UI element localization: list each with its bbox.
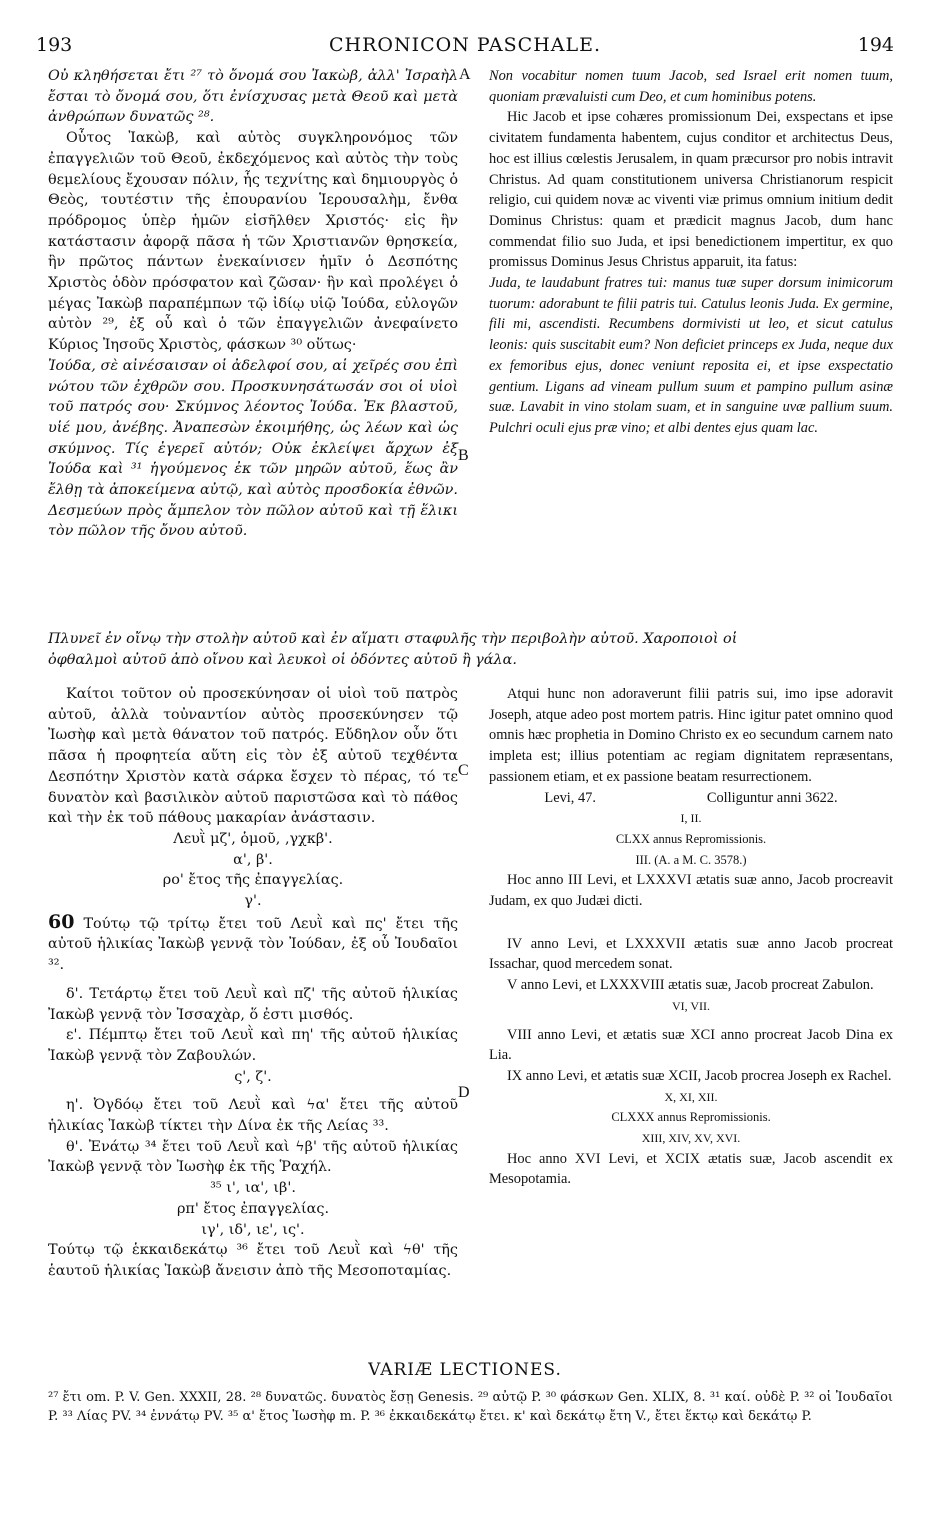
- greek-paragraph: θ'. Ἐνάτῳ ³⁴ ἔτει τοῦ Λευῒ καὶ ϟβ' τῆς αὐτοῦ ἡλικίας Ἰακὼβ γεννᾷ τὸν Ἰωσὴφ ἐκ τῆς Ῥαχήλ.: [48, 1138, 458, 1176]
- year-heading: ς', ζ'.: [234, 1068, 272, 1085]
- year-heading: Λευῒ μζ', ὁμοῦ, ,γχκβ'.: [173, 830, 333, 847]
- years-total: Colliguntur anni 3622.: [706, 789, 838, 806]
- section-number: 60: [48, 910, 75, 933]
- margin-marker-d: D: [458, 1084, 470, 1101]
- margin-marker-c: C: [458, 762, 469, 779]
- spanning-line-1: Πλυνεῖ ἐν οἴνῳ τὴν στολὴν αὐτοῦ καὶ ἐν αἵματι σταφυλῆς τὴν περιβολὴν αὐτοῦ. Χαροποιοὶ οἱ: [48, 631, 738, 647]
- greek-paragraph: ε'. Πέμπτῳ ἔτει τοῦ Λευῒ καὶ πη' τῆς αὐτοῦ ἡλικίας Ἰακὼβ γεννᾷ τὸν Ζαβουλών.: [48, 1027, 458, 1064]
- latin-paragraph: Hic Jacob et ipse cohæres promissionum Dei, exspectans et ipse civitatem fundamenta habentem, cujus conditor et architectus Deus, hoc est illius cœlestis Jerusalem, in quam præcursor pro nobis intravit Christus. Ad quam constitutionem universa Christianorum respicit religio, cui quidem novæ ac viventi viæ primus omnium initium dedit Dominus Christus: quam et prædicit magnus Jacob, dum hanc commendat filio suo Juda, et ipsi benedictionem impertitur, ex quo promissus Dominus Jesus Christus apparuit, ita fatus:: [489, 109, 893, 271]
- year-heading: X, XI, XII.: [664, 1089, 718, 1104]
- year-heading: γ'.: [244, 893, 262, 910]
- year-heading: I, II.: [680, 811, 702, 826]
- latin-paragraph: V anno Levi, et LXXXVIII ætatis suæ, Jacob procreat Zabulon.: [507, 977, 874, 994]
- margin-marker-a: A: [459, 66, 471, 83]
- greek-paragraph: [48, 912, 458, 976]
- greek-paragraph: Οὐ κληθήσεται ἔτι ²⁷ τὸ ὄνομά σου Ἰακὼβ, ἀλλ' Ἰσραὴλ ἔσται τὸ ὄνομά σου, ὅτι ἐνίσχυσας μετὰ Θεοῦ καὶ μετὰ ἀνθρώπων δυνατῶς ²⁸.: [48, 68, 458, 126]
- levi-label: Levi, 47.: [544, 789, 596, 806]
- year-heading: III. (A. a M. C. 3578.): [635, 852, 747, 867]
- margin-marker-b: B: [458, 447, 469, 464]
- latin-paragraph: Hoc anno XVI Levi, et XCIX ætatis suæ, Jacob ascendit ex Mesopotamia.: [489, 1150, 893, 1188]
- running-title: CHRONICON PASCHALE.: [328, 34, 602, 56]
- year-heading: CLXXX annus Repromissionis.: [611, 1110, 771, 1125]
- year-heading: α', β'.: [233, 851, 273, 868]
- greek-text: Τούτῳ τῷ τρίτῳ ἔτει τοῦ Λευῒ καὶ πς' ἔτει τῆς αὐτοῦ ἡλικίας Ἰακὼβ γεννᾷ τὸν Ἰούδαν, ἐξ οὗ Ἰουδαῖοι ³².: [48, 915, 458, 974]
- latin-paragraph: Non vocabitur nomen tuum Jacob, sed Israel erit nomen tuum, quoniam prævaluisti cum Deo, et cum hominibus potens.: [489, 68, 893, 105]
- year-heading: ρο' ἔτος τῆς ἐπαγγελίας.: [162, 872, 344, 889]
- running-header: [36, 34, 894, 60]
- latin-quotation: Juda, te laudabunt fratres tui: manus tuæ super dorsum inimicorum tuorum: adorabunt te filii patris tui. Catulus leonis Juda. Ex germine, fili mi, ascendisti. Recumbens dormivisti ut leo, et sicut catulus leonis: quis suscitabit eum? Non deficiet princeps ex Juda, neque dux ex femoribus ejus, donec veniunt reposita ei, et ipse exspectatio gentium. Ligans ad vineam pullum suum et pampino pullum asinæ suæ. Lavabit in vino stolam suam, et in sanguine uvæ pallium suum. Pulchri oculi ejus præ vino; et albi dentes ejus quam lac.: [489, 275, 893, 436]
- latin-column-top: [489, 66, 893, 439]
- year-heading: XIII, XIV, XV, XVI.: [641, 1131, 741, 1146]
- year-heading: [489, 788, 893, 809]
- latin-paragraph: IV anno Levi, et LXXXVII ætatis suæ anno Jacob procreat Issachar, quod mercedem sonat.: [489, 935, 893, 973]
- latin-paragraph: IX anno Levi, et ætatis suæ XCII, Jacob procrea Joseph ex Rachel.: [507, 1067, 892, 1084]
- year-heading: ³⁵ ι', ια', ιβ'.: [210, 1180, 296, 1197]
- year-heading: ιγ', ιδ', ιε', ις'.: [201, 1221, 305, 1238]
- variae-lectiones-heading: VARIÆ LECTIONES.: [368, 1360, 562, 1380]
- spanning-line-2: ὀφθαλμοὶ αὐτοῦ ἀπὸ οἴνου καὶ λευκοὶ οἱ ὀδόντες αὐτοῦ ἢ γάλα.: [48, 652, 517, 668]
- page-number-right: 194: [857, 34, 894, 56]
- greek-paragraph: Οὗτος Ἰακὼβ, καὶ αὐτὸς συγκληρονόμος τῶν ἐπαγγελιῶν τοῦ Θεοῦ, ἐκδεχόμενος καὶ αὐτὸς τὴν τοὺς θεμελίους ἔχουσαν πόλιν, ἧς τεχνίτης καὶ δημιουργὸς ὁ Θεὸς, τουτέστιν τῆς ἐπουρανίου Ἱερουσαλὴμ, ἔνθα πρόδρομος ὑπὲρ ἡμῶν εἰσῆλθεν Χριστός· εἰς ἣν κατάστασιν ἀφορᾷ πᾶσα ἡ τῶν Χριστιανῶν θρησκεία, ἣν πρῶτος πάντων ἐνεκαίνισεν ἡμῖν ὁ Δεσπότης Χριστὸς ὁδὸν πρόσφατον καὶ ζῶσαν· ἣν καὶ προλέγει ὁ μέγας Ἰακὼβ παραπέμπων τῷ ἰδίῳ υἱῷ Ἰούδα, εὐλογῶν αὐτὸν ²⁹, ἐξ οὗ καὶ ὁ τῶν ἐπαγγελιῶν ἀνεφαίνετο Κύριος Ἰησοῦς Χριστὸς, φάσκων ³⁰ οὕτως·: [48, 130, 458, 354]
- variae-lectiones-notes: ²⁷ ἔτι om. P. V. Gen. XXXII, 28. ²⁸ δυνατῶς. δυνατὸς ἔσῃ Genesis. ²⁹ αὐτῷ P. ³⁰ φάσκων Gen. XLIX, 8. ³¹ καί. οὐδὲ P. ³² οἱ Ἰουδαῖοι P. ³³ Λίας PV. ³⁴ ἐννάτῳ PV. ³⁵ α' ἔτος Ἰωσὴφ m. P. ³⁶ ἐκκαιδεκάτῳ ἔτει. κ' καὶ δεκάτῳ ἔτη V., ἔτει ἕκτῳ καὶ δεκάτῳ P.: [48, 1390, 893, 1424]
- page-number-left: 193: [36, 34, 73, 56]
- greek-paragraph: η'. Ὀγδόῳ ἔτει τοῦ Λευῒ καὶ ϟα' ἔτει τῆς αὐτοῦ ἡλικίας Ἰακὼβ τίκτει τὴν Δίνα ἐκ τῆς Λείας ³³.: [48, 1097, 458, 1135]
- greek-paragraph: Τούτῳ τῷ ἑκκαιδεκάτῳ ³⁶ ἔτει τοῦ Λευῒ καὶ ϟθ' τῆς ἑαυτοῦ ἡλικίας Ἰακὼβ ἄνεισιν ἀπὸ τῆς Μεσοποταμίας.: [48, 1242, 458, 1279]
- year-heading: VI, VII.: [671, 998, 711, 1013]
- latin-paragraph: Hoc anno III Levi, et LXXXVI ætatis suæ anno, Jacob procreavit Judam, ex quo Judæi dicti.: [489, 872, 893, 910]
- greek-paragraph: δ'. Τετάρτῳ ἔτει τοῦ Λευῒ καὶ πζ' τῆς αὐτοῦ ἡλικίας Ἰακὼβ γεννᾷ τὸν Ἰσσαχὰρ, ὅ ἐστι μισθός.: [48, 985, 458, 1023]
- greek-column-lower: [48, 684, 458, 1282]
- year-heading: ρπ' ἔτος ἐπαγγελίας.: [176, 1200, 330, 1217]
- greek-quotation: Ἰούδα, σὲ αἰνέσαισαν οἱ ἀδελφοί σου, αἱ χεῖρές σου ἐπὶ νώτου τῶν ἐχθρῶν σου. Προσκυνησάτωσάν σοι οἱ υἱοὶ τοῦ πατρός σου· Σκύμνος λέοντος Ἰούδα. Ἐκ βλαστοῦ, υἱέ μου, ἀνέβης. Ἀναπεσὼν ἐκοιμήθης, ὡς λέων καὶ ὡς σκύμνος. Τίς ἐγερεῖ αὐτόν; Οὐκ ἐκλείψει ἄρχων ἐξ Ἰούδα καὶ ³¹ ἡγούμενος ἐκ τῶν μηρῶν αὐτοῦ, ἕως ἂν ἔλθῃ τὰ ἀποκείμενα αὐτῷ, καὶ αὐτὸς προσδοκία ἐθνῶν. Δεσμεύων πρὸς ἄμπελον τὸν πῶλον αὐτοῦ καὶ τῇ ἕλικι τὸν πῶλον τῆς ὄνου αὐτοῦ.: [48, 357, 458, 540]
- greek-paragraph: Καίτοι τοῦτον οὐ προσεκύνησαν οἱ υἱοὶ τοῦ πατρὸς αὐτοῦ, ἀλλὰ τοὐναντίον αὐτὸς προσεκύνησεν τῷ Ἰωσὴφ καὶ μετὰ θάνατον τοῦ πατρός. Εὔδηλον οὖν ὅτι πᾶσα ἡ προφητεία αὕτη εἰς τὸν ἐξ αὐτοῦ τεχθέντα Δεσπότην Χριστὸν κατὰ σάρκα ἔσχεν τὸ πέρας, τό τε δυνατὸν καὶ βασιλικὸν αὐτοῦ παριστῶσα καὶ τὸ πάθος καὶ τὴν ἐκ τοῦ πάθους μακαρίαν ἀνάστασιν.: [48, 686, 458, 827]
- greek-column-top: [48, 66, 458, 542]
- latin-column-lower: [489, 684, 893, 1190]
- latin-paragraph: Atqui hunc non adoraverunt filii patris sui, imo ipse adoravit Joseph, atque adeo post mortem patris. Hinc igitur patet omnino quod omnis hæc prophetia in Domino Christo ex eo secundum carnem nato impleta est; illius potentiam ac regiam dignitatem repræsentans, passionem etiam, et ex passione beatam resurrectionem.: [489, 686, 893, 785]
- latin-paragraph: VIII anno Levi, et ætatis suæ XCI anno procreat Jacob Dina ex Lia.: [489, 1026, 893, 1064]
- year-heading: CLXX annus Repromissionis.: [615, 831, 767, 846]
